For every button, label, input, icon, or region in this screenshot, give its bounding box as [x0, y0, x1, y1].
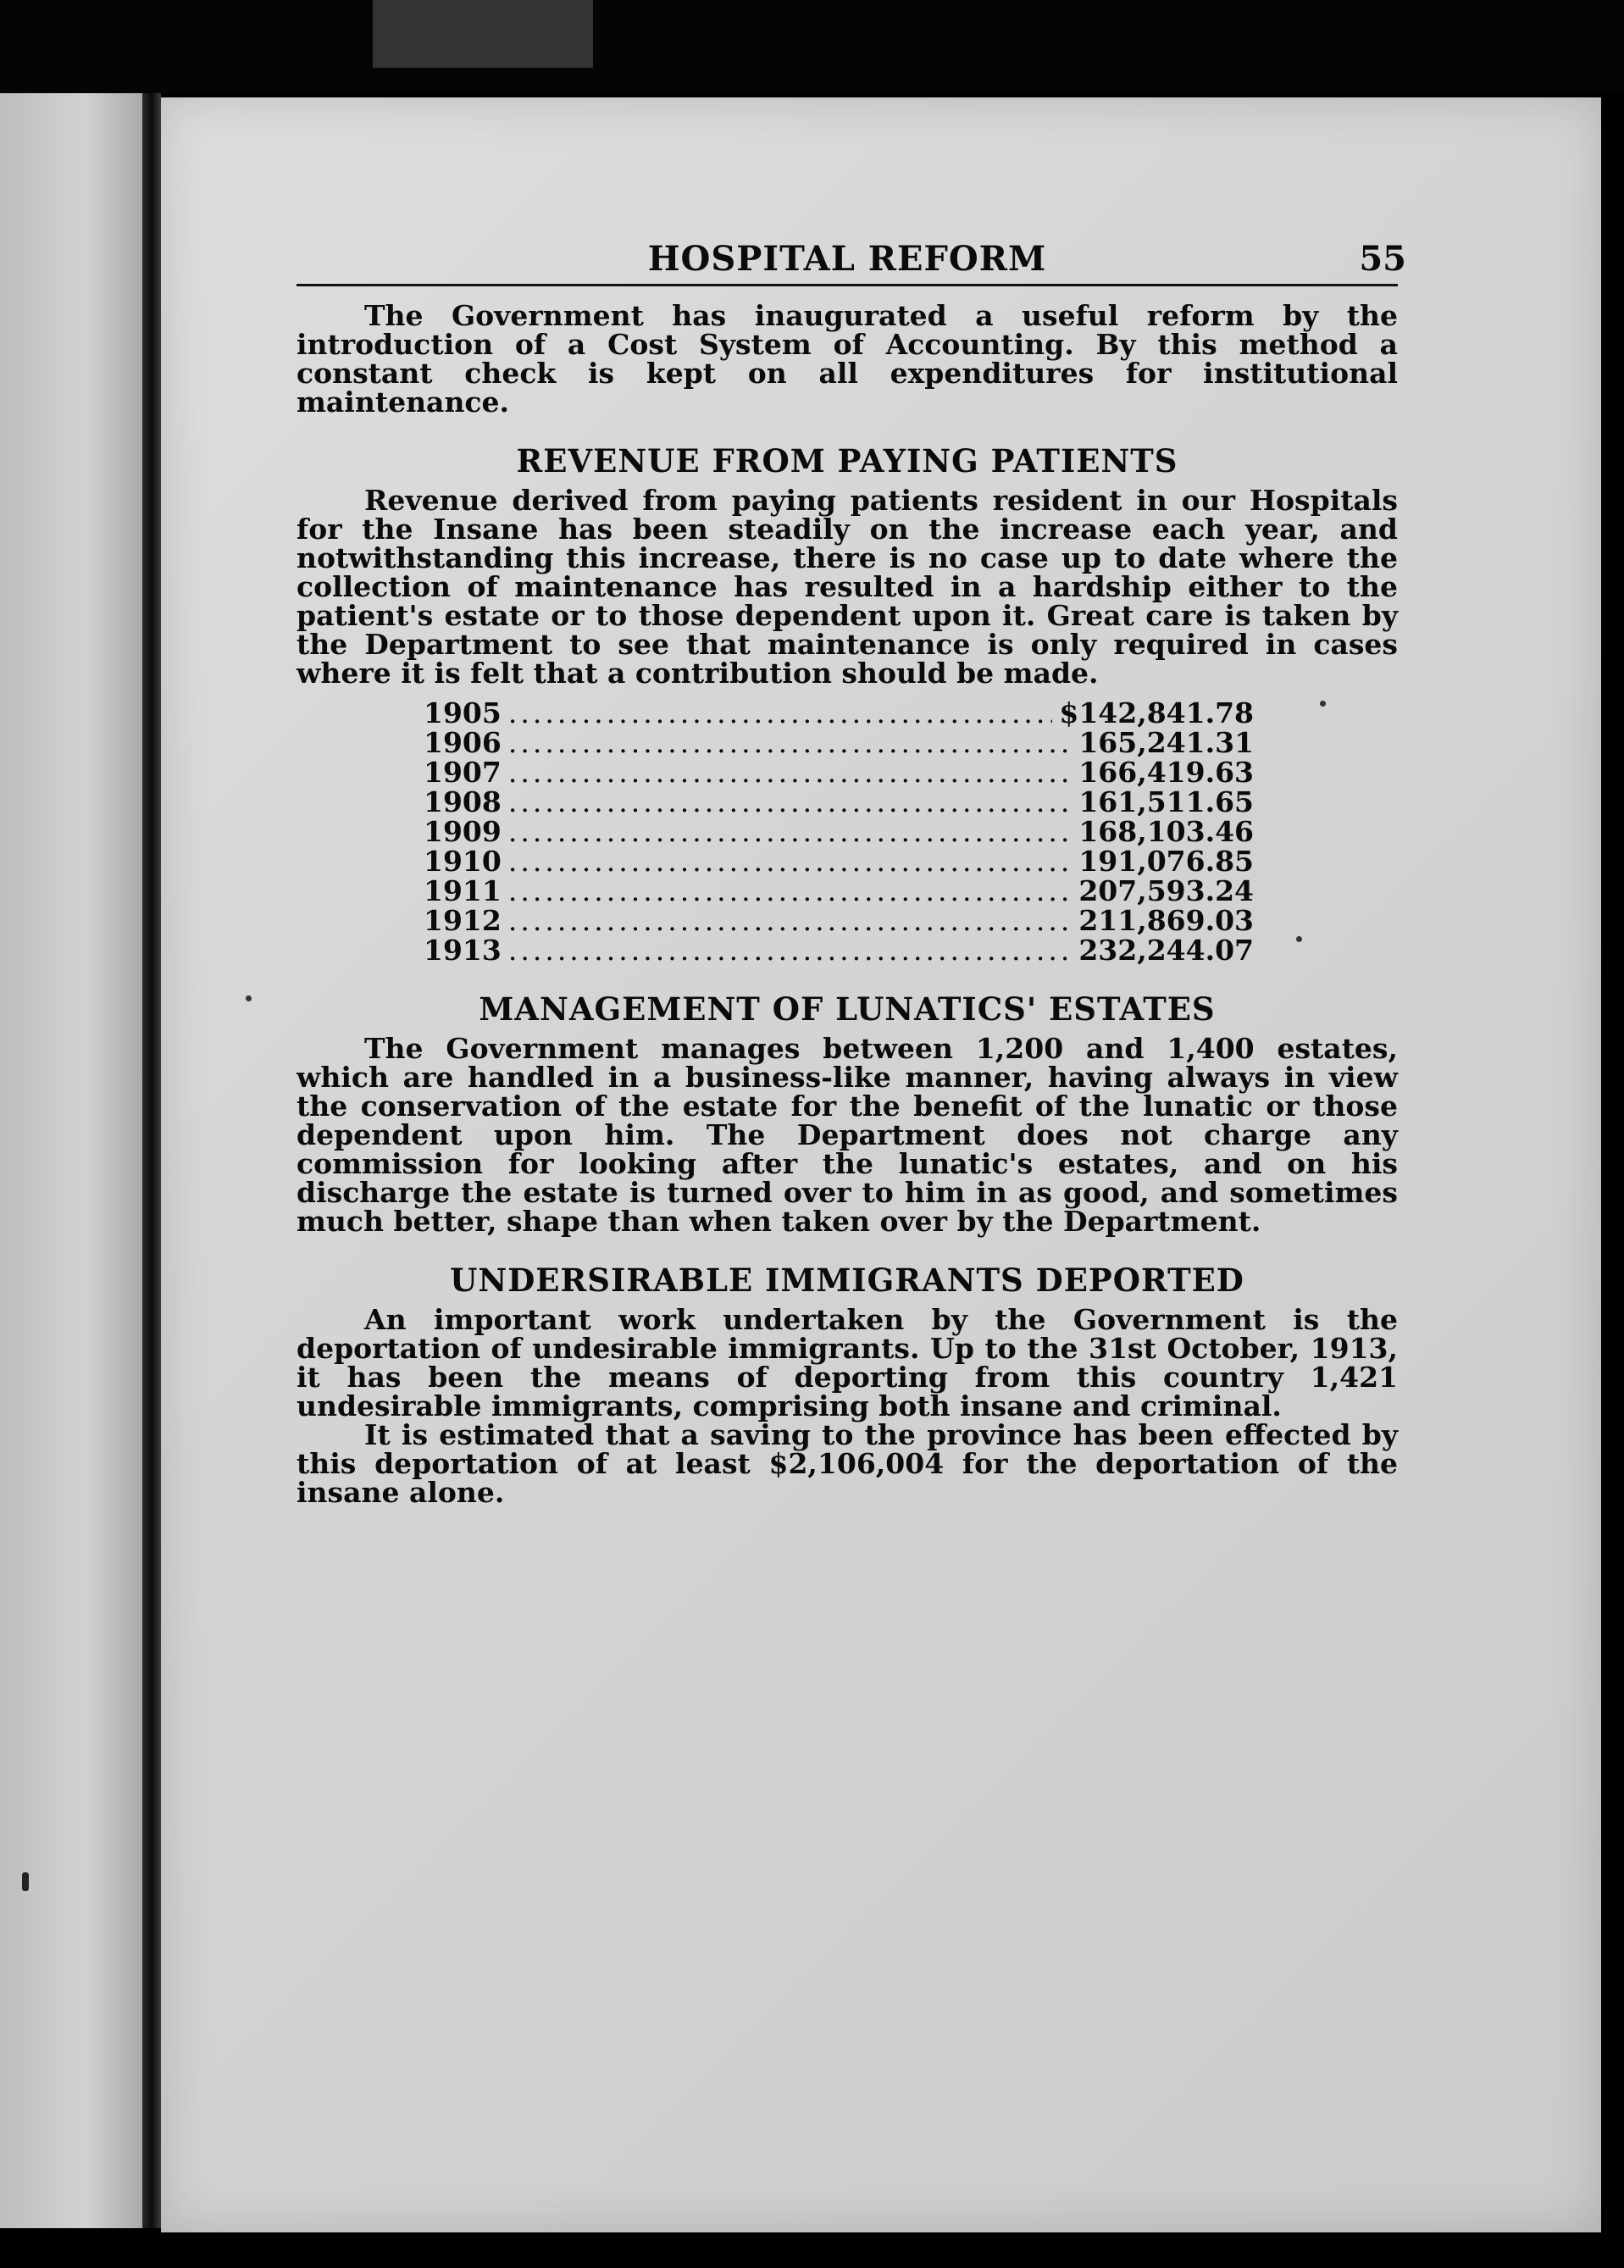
page-number: 55: [1359, 239, 1406, 279]
revenue-row: [424, 876, 1254, 906]
revenue-amount: 161,511.65: [1078, 785, 1254, 818]
revenue-amount: $142,841.78: [1059, 696, 1254, 729]
dot-leader: [508, 757, 1072, 787]
revenue-amount: 165,241.31: [1078, 726, 1254, 759]
dot-leader: [508, 906, 1072, 935]
estates-paragraph: The Government manages between 1,200 and 1,400 estates, which are handled in a business-like manner, having always in view the conservation of the estate for the benefit of the lunatic or those dependent upon him. The Department does not charge any commission for looking after the lunatic's estates, and on his discharge the estate is turned over to him in as good, and sometimes much better, shape than when taken over by the Department.: [297, 1032, 1398, 1238]
revenue-row: [424, 935, 1254, 965]
revenue-amount: 232,244.07: [1078, 934, 1254, 967]
revenue-heading: REVENUE FROM PAYING PATIENTS: [516, 442, 1178, 480]
dot-leader: [508, 817, 1072, 846]
revenue-year: 1913: [424, 934, 502, 967]
dot-leader: [508, 935, 1072, 965]
revenue-row: [424, 846, 1254, 876]
revenue-amount: 211,869.03: [1078, 904, 1254, 937]
revenue-year: 1912: [424, 904, 502, 937]
revenue-row: [424, 728, 1254, 757]
dot-leader: [508, 787, 1072, 817]
savings-paragraph: It is estimated that a saving to the province has been effected by this deportation of at least $2,106,004 for the deportation of the insane alone.: [297, 1418, 1398, 1509]
revenue-row: [424, 698, 1254, 728]
revenue-row: [424, 906, 1254, 935]
revenue-row: [424, 817, 1254, 846]
revenue-row: [424, 787, 1254, 817]
revenue-year: 1909: [424, 815, 502, 848]
film-artifact: [373, 0, 593, 68]
immigrants-paragraph: An important work undertaken by the Government is the deportation of undesirable immigrants. Up to the 31st October, 1913, it has been the means of deporting from this country 1,421 undesirable immigrants, comprising both insane and criminal.: [297, 1303, 1398, 1422]
book-spine: [142, 93, 161, 2228]
dot-leader: [508, 698, 1053, 728]
page-content: [297, 233, 1406, 1509]
immigrants-heading: UNDERSIRABLE IMMIGRANTS DEPORTED: [450, 1262, 1244, 1299]
running-title: HOSPITAL REFORM: [647, 239, 1047, 279]
document-page: [161, 97, 1601, 2232]
revenue-amount: 191,076.85: [1078, 845, 1254, 878]
revenue-paragraph: Revenue derived from paying patients resident in our Hospitals for the Insane has been steadily on the increase each year, and notwithstanding this increase, there is no case up to date where the collection of maintenance has resulted in a hardship either to the patient's estate or to those dependent upon it. Great care is taken by the Department to see that maintenance is only required in cases where it is felt that a contribution should be made.: [297, 484, 1398, 690]
dot-leader: [508, 876, 1072, 906]
revenue-amount: 166,419.63: [1078, 756, 1254, 789]
revenue-year: 1907: [424, 756, 502, 789]
estates-heading: MANAGEMENT OF LUNATICS' ESTATES: [479, 990, 1216, 1028]
revenue-amount: 207,593.24: [1078, 874, 1254, 907]
film-speck: [22, 1872, 29, 1891]
revenue-year: 1911: [424, 874, 502, 907]
revenue-amount: 168,103.46: [1078, 815, 1254, 848]
revenue-row: [424, 757, 1254, 787]
film-speck: [246, 995, 252, 1001]
film-top-border: [0, 0, 1624, 93]
dot-leader: [508, 728, 1072, 757]
running-header: [297, 233, 1406, 286]
adjacent-page-edge: [0, 93, 142, 2228]
revenue-table: [424, 698, 1254, 965]
revenue-year: 1908: [424, 785, 502, 818]
revenue-year: 1910: [424, 845, 502, 878]
revenue-year: 1905: [424, 696, 502, 729]
dot-leader: [508, 846, 1072, 876]
intro-paragraph: The Government has inaugurated a useful reform by the introduction of a Cost System of Accounting. By this method a constant check is kept on all expenditures for institutional maintenance.: [297, 299, 1398, 419]
revenue-year: 1906: [424, 726, 502, 759]
